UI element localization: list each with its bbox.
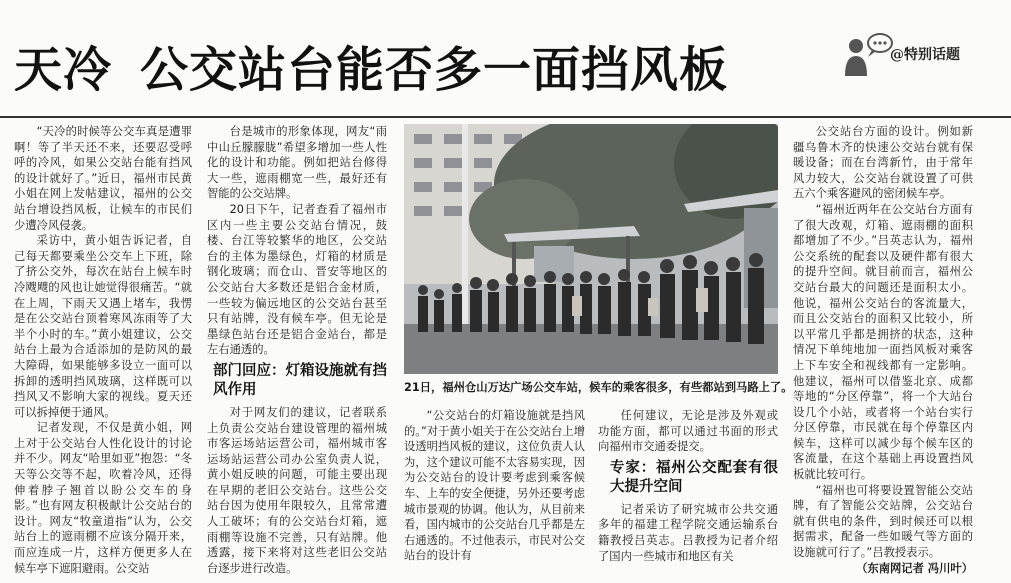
column-3 [404,408,585,576]
paragraph: “天冷的时候等公交车真是遭罪啊！等了半天还不来，还要忍受呼呼的冷风，如果公交站台能有挡风的设计就好了。”近日，福州市民黄小姐在网上发帖建议，福州的公交站台增设挡风板，让候车的市民们少遭冷风侵袭。 [14,125,192,232]
byline: （东南网记者 冯川叶） [856,561,973,575]
paragraph: 记者采访了研究城市公共交通多年的福建工程学院交通运输系台籍教授吕英志。吕教授为记者介绍了国内一些城市和地区有关 [598,502,778,563]
topic-label: @特别话题 [890,47,960,63]
headline [14,40,728,100]
paragraph: 记者发现，不仅是黄小姐，网上对于公交站台人性化设计的讨论并不少。网友“哈里如亚”抱怨：“冬天等公交等不起，吹着冷风，还得伸着脖子翘首以盼公交车的身影。”也有网友积极献计公交站台的设计。网友“牧童道指”认为，公交站台上的遮雨棚不应该分隔开来，而应连成一片，这样方便更多人在候车亭下遮阳避雨。公交站 [14,421,192,575]
paragraph: “福州近两年在公交站台方面有了很大改观，灯箱、遮雨棚的面积都增加了不少。”吕英志认为，福州公交系统的配套以及硬件都有很大的提升空间。就目前而言，福州公交站台最大的问题还是面积太小。他说，福州公交站台的客流量大，而且公交站台的面积又比较小，所以平常几乎都是拥挤的状态，这种情况下单纯地加一面挡风板对乘客上下车安全和视线都有一定影响。他建议，福州可以借鉴北京、成都等地的“分区停靠”，将一个大站台设几个小站，或者将一个站台实行分区停靠，市民就在每个停靠区内候车，这样可以减少每个候车区的客流量，在这个基础上再设置挡风板就比较可行。 [793,202,973,482]
paragraph: 任何建议，无论是涉及外观或功能方面，都可以通过书面的形式向福州市交通委提交。 [598,409,778,454]
headline-rule [0,116,1011,118]
news-photo [404,124,778,374]
paragraph: 公交站台方面的设计。例如新疆乌鲁木齐的快速公交站台就有保暖设备；而在台湾新竹，由于常年风力较大，公交站台就设置了可供五六个乘客避风的密闭候车亭。 [793,125,973,201]
photo-caption: 21日，福州仓山万达广场公交车站，候车的乘客很多，有些都站到马路上了。 [404,381,793,394]
column-2 [207,124,387,576]
paragraph: 20日下午，记者查看了福州市区内一些主要公交站台情况，鼓楼、台江等较繁华的地区，公交站台的主体为墨绿色，灯箱的材质是钢化玻璃；而仓山、晋安等地区的公交站台大多数还是铝合金材质，一些较为偏远地区的公交站台甚至只有站牌，没有候车亭。但无论是墨绿色站台还是铝合金站台，都是左右通透的。 [207,202,387,357]
paragraph: “福州也可将要设置智能公交站牌，有了智能公交站牌，公交站台就有供电的条件，到时候还可以根据需求，配备一些如暖气等方面的设施就可行了。”吕教授表示。 [793,483,973,560]
column-4 [598,408,778,576]
subheading-expert: 专家：福州公交配套有很大提升空间 [610,459,778,495]
column-1 [14,124,192,576]
paragraph: 采访中，黄小姐告诉记者，自己每天都要乘坐公交车上下班，除了挤公交外，每次在站台上候车时冷飕飕的风也让她觉得很痛苦。“就在上周，下雨天又遇上堵车，我愣是在公交站台顶着寒风冻雨等了大半个小时的车。”黄小姐建议，公交站台上最为合适添加的是防风的最大障碍，如果能够多设立一面可以拆卸的透明挡风玻璃，这样既可以挡风又不影响大家的视线。夏天还可以拆掉便于通风。 [14,234,192,419]
reporter-icon [842,30,894,86]
column-5 [793,124,973,576]
paragraph: “公交站台的灯箱设施就是挡风的。”对于黄小姐关于在公交站台上增设透明挡风板的建议，这位负责人认为，这个建议可能不太容易实现，因为公交站台的设计要考虑到乘客候车、上车的安全便捷，另外还要考虑城市景观的协调。他认为，从目前来看，国内城市的公交站台几乎都是左右通透的。不过他表示，市民对公交站台的设计有 [404,409,585,563]
subheading-department-response: 部门回应：灯箱设施就有挡风作用 [213,362,387,398]
paragraph: 对于网友们的建议，记者联系上负责公交站台建设管理的福州城市客运场站运营公司，福州城市客运场站运营公司办公室负责人说，黄小姐反映的问题，可能主要出现在早期的老旧公交站台。这些公交站台因为使用年限较久，且常常遭人工破坏；有的公交站台灯箱，遮雨棚等设施不完善，只有站牌。他透露，接下来将对这些老旧公交站台逐步进行改造。 [207,405,387,575]
headline-part1: 天冷 [14,42,113,98]
bus-stop-photo [404,124,778,374]
topic-badge [842,30,1007,86]
paragraph: 台是城市的形象体现，网友“雨中山丘朦朦胧”希望多增加一些人性化的设计和功能。例如把站台修得大一些，遮雨棚宽一些，最好还有智能的公交站牌。 [207,125,387,201]
headline-part2: 公交站台能否多一面挡风板 [140,42,729,98]
